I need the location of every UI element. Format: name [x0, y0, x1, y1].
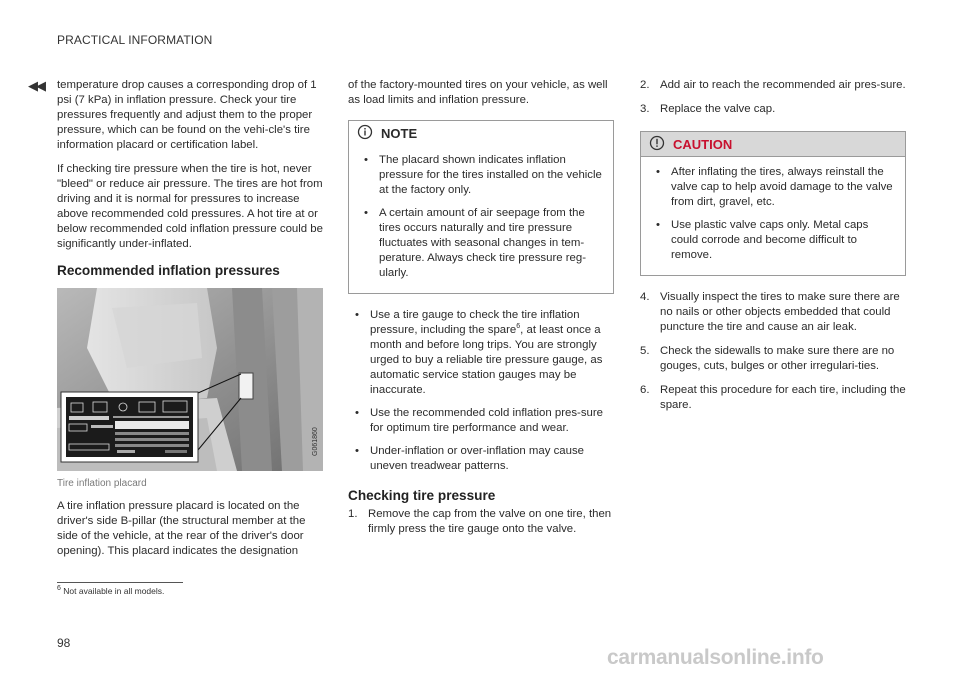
footnote: $^6$ Not available in all models.: [57, 585, 165, 596]
section-heading: Recommended inflation pressures: [57, 263, 280, 278]
caution-title: CAUTION: [673, 136, 733, 152]
caution-header: [641, 132, 905, 157]
section-heading: Checking tire pressure: [348, 488, 496, 503]
note-item: • A certain amount of air seepage from the tires occurs naturally and tire pressure fluctuates with seasonal changes in tem-perature. Always check tire pressure reg-ularly.: [357, 206, 605, 281]
info-icon: [357, 124, 373, 143]
note-header: [349, 121, 613, 145]
paragraph: If checking tire pressure when the tire is hot, never "bleed" or reduce air pressure. The tires are hot from driving and it is normal for pressures to increase above recommended cold pressures. A hot tire at or below recommended cold inflation pressure could be significantly under-inflated.: [57, 163, 323, 250]
caution-item: • Use plastic valve caps only. Metal caps could corrode and become difficult to remove.: [649, 218, 897, 263]
paragraph: temperature drop causes a corresponding drop of 1 psi (7 kPa) in inflation pressure. Check your tire pressures frequently and adjust them to the proper pressure, which can be found on the vehi-cle's tire information placard or certification label.: [57, 79, 317, 151]
column-2: [348, 78, 614, 546]
warning-icon: [649, 135, 665, 154]
watermark: carmanualsonline.info: [607, 646, 824, 669]
paragraph: A tire inflation pressure placard is located on the driver's side B-pillar (the structural member at the side of the vehicle, at the rear of the driver's door opening). This placard indicates the designation: [57, 500, 306, 557]
footnote-divider: [57, 582, 183, 583]
step-item: 3. Replace the valve cap.: [640, 103, 776, 115]
caution-item: • After inflating the tires, always reinstall the valve cap to help avoid damage to the valve from dirt, gravel, etc.: [649, 165, 897, 210]
bullet-item: • Use a tire gauge to check the tire inflation pressure, including the spare$^6$, at least once a month and before long trips. You are strongly urged to buy a reliable tire pressure gauge, as automatic service station gauges may be inaccurate.: [348, 308, 614, 398]
image-code: G061860: [312, 427, 319, 456]
tire-placard-photo: [57, 288, 323, 471]
note-item: • The placard shown indicates inflation pressure for the tires installed on the vehicle at the factory only.: [357, 153, 605, 198]
section-header: PRACTICAL INFORMATION: [57, 33, 213, 47]
continued-marker: ◀◀: [28, 78, 44, 93]
note-title: NOTE: [381, 125, 418, 141]
column-3: [640, 78, 906, 422]
note-box: [348, 120, 614, 294]
step-item: 2. Add air to reach the recommended air pres-sure.: [640, 79, 906, 91]
footnote-ref: 6: [516, 323, 521, 331]
column-1: [57, 78, 323, 568]
image-caption: Tire inflation placard: [57, 478, 147, 489]
bullet-item: • Use the recommended cold inflation pres-sure for optimum tire performance and wear.: [348, 406, 614, 436]
step-item: 4. Visually inspect the tires to make sure there are no nails or other objects embedded that could puncture the tire and cause an air leak.: [640, 291, 900, 333]
step-item: 6. Repeat this procedure for each tire, including the spare.: [640, 384, 906, 411]
page-number: 98: [57, 636, 71, 650]
caution-box: [640, 131, 906, 276]
step-item: 1. Remove the cap from the valve on one tire, then firmly press the tire gauge onto the valve.: [348, 508, 612, 535]
step-item: 5. Check the sidewalls to make sure there are no gouges, cuts, bulges or other irregulari-ties.: [640, 345, 895, 372]
paragraph: of the factory-mounted tires on your vehicle, as well as load limits and inflation pressure.: [348, 79, 608, 106]
bullet-item: • Under-inflation or over-inflation may cause uneven treadwear patterns.: [348, 444, 614, 474]
